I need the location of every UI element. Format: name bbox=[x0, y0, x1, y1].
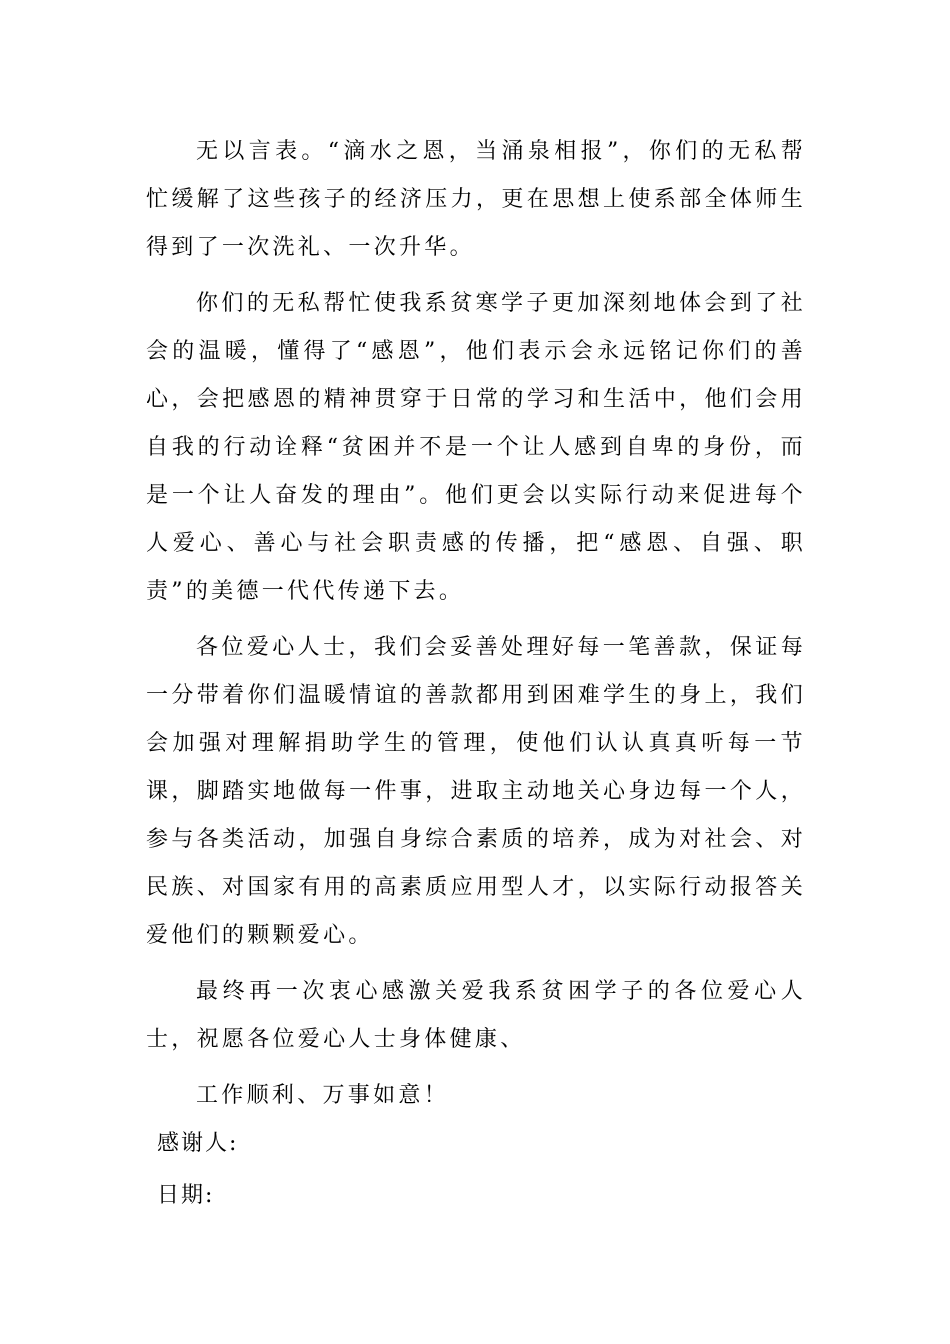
thanker-label: 感谢人: bbox=[157, 1131, 239, 1156]
body-paragraph: 你们的无私帮忙使我系贫寒学子更加深刻地体会到了社会的温暖，懂得了“感恩”，他们表示会永远铭记你们的善心，会把感恩的精神贯穿于日常的学习和生活中，他们会用自我的行动诠释“贫困并不是一个让人感到自卑的身份，而是一个让人奋发的理由”。他们更会以实际行动来促进每个人爱心、善心与社会职责感的传播，把“感恩、自强、职责”的美德一代代传递下去。 bbox=[146, 291, 806, 604]
closing-wishes: 工作顺利、万事如意！ bbox=[196, 1083, 450, 1108]
body-paragraph: 各位爱心人士，我们会妥善处理好每一笔善款，保证每一分带着你们温暖情谊的善款都用到困难学生的身上，我们会加强对理解捐助学生的管理，使他们认认真真听每一节课，脚踏实地做每一件事，进取主动地关心身边每一个人，参与各类活动，加强自身综合素质的培养，成为对社会、对民族、对国家有用的高素质应用型人才，以实际行动报答关爱他们的颗颗爱心。 bbox=[146, 635, 806, 948]
body-paragraph: 无以言表。“滴水之恩，当涌泉相报”，你们的无私帮忙缓解了这些孩子的经济压力，更在思想上使系部全体师生得到了一次洗礼、一次升华。 bbox=[146, 139, 806, 260]
closing-paragraph: 最终再一次衷心感激关爱我系贫困学子的各位爱心人士，祝愿各位爱心人士身体健康、 bbox=[146, 979, 806, 1052]
date-label: 日期: bbox=[157, 1183, 215, 1208]
